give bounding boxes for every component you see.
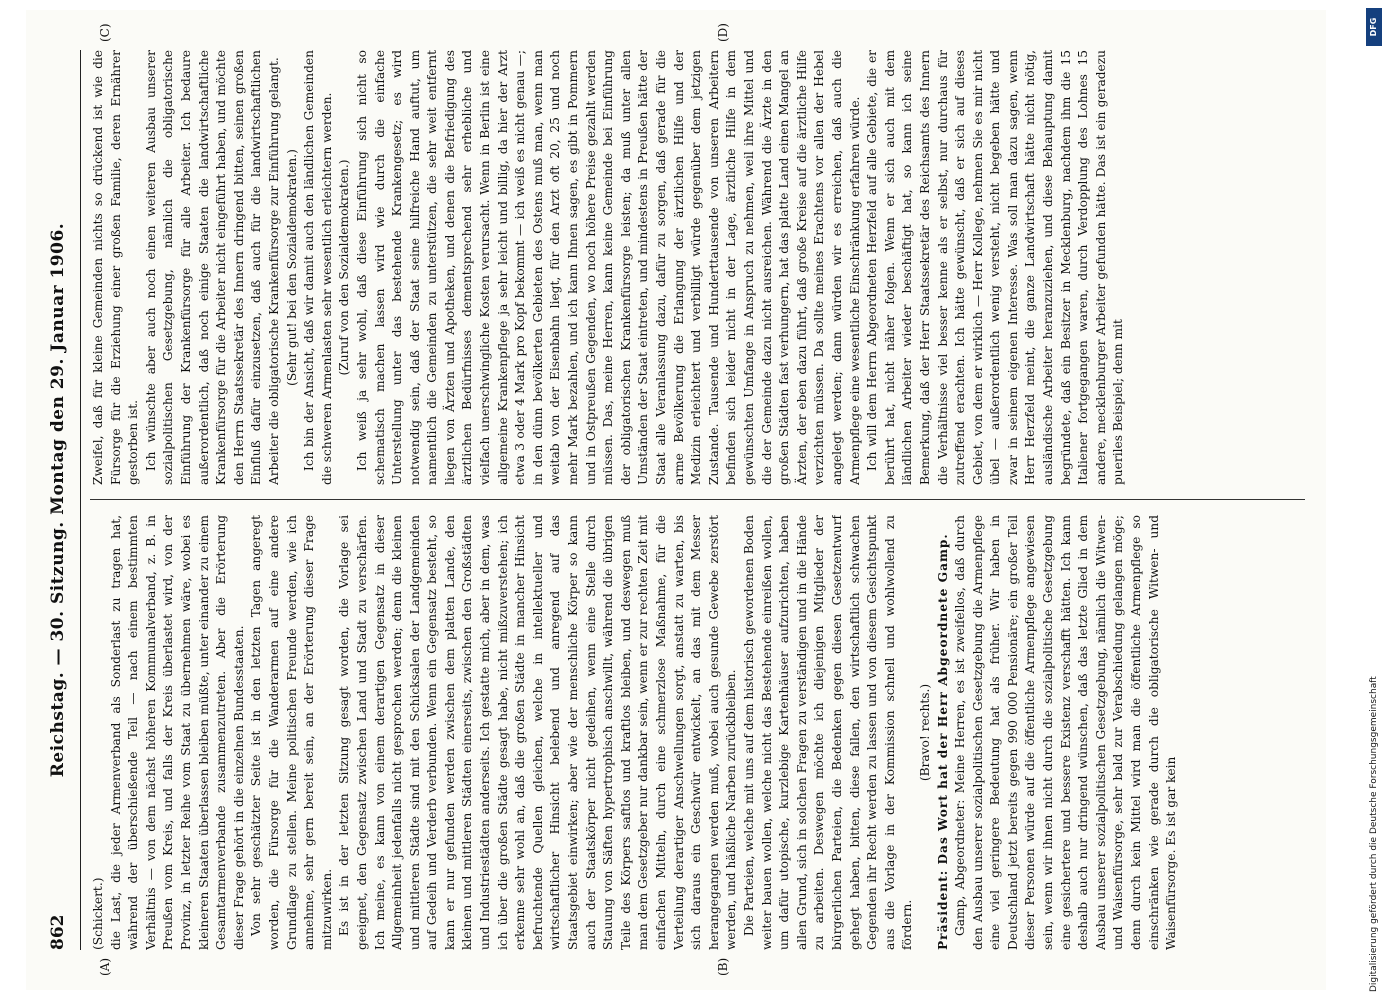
column-divider xyxy=(90,499,1305,500)
page-number: 862 xyxy=(48,914,68,950)
interjection: (Bravo! rechts.) xyxy=(917,683,932,782)
paragraph: Die Parteien, welche mit uns auf dem historisch gewordenen Boden weiter bauen wollen, welche nicht das Bestehende einreißen wollen, um dafür utopische, kurzlebige Kartenhäuser aufzurichten, haben allen Grund, sich in solchen Fragen zu verständigen und in die Hände zu arbeiten. Deswegen möchte ich diejenigen Mitglieder der bürgerlichen Parteien, die Bedenken gegen diesen Gesetzentwurf gehegt haben, bitten, diese fallen, den wirtschaftlich schwachen Gegenden ihr Recht werden zu lassen und von diesem Gesichtspunkt aus die Vorlage in der Kommission schnell und wohlwollend zu fördern. xyxy=(741,515,915,950)
margin-marker-c: (C) xyxy=(98,23,112,42)
paragraph: Zweifel, daß für kleine Gemeinden nichts so drückend ist wie die Fürsorge für die Erziehung einer großen Familie, deren Ernährer gestorben ist. xyxy=(91,50,141,485)
speaker-line: Präsident: Das Wort hat der Herr Abgeordnete Gamp. xyxy=(935,533,950,950)
paragraph: (Schickert.) xyxy=(91,877,105,950)
paragraph: Ich bin der Ansicht, daß wir damit auch den ländlichen Gemeinden die schweren Armenlasten sehr wesentlich erleichtern werden. xyxy=(302,50,334,485)
header-title: Reichstag. — 30. Sitzung. Montag den 29. Januar 1906. xyxy=(48,222,68,778)
margin-marker-a: (A) xyxy=(98,957,112,976)
page-sheet xyxy=(26,10,1326,990)
paragraph: Von sehr geschätzter Seite ist in den letzten Tagen angeregt worden, die Fürsorge für die Wanderarmen auf eine andere Grundlage zu stellen. Meine politischen Freunde werden, wie ich annehme, sehr gern bereit sein, an der Erörterung dieser Frage mitzuwirken. xyxy=(249,515,334,950)
margin-marker-b: (B) xyxy=(716,957,730,976)
interjection: (Zuruf von den Sozialdemokraten.) xyxy=(337,159,352,376)
paragraph: die Last, die jeder Armenverband als Sonderlast zu tragen hat, während der überschießende Teil — nach einem bestimmten Verhältnis — von dem nächst höheren Kommunalverband, z. B. in Preußen vom Kreis, und falls der Kreis überlastet wird, von der Provinz, in letzter Reihe vom Staat zu übernehmen wäre, wobei es kleineren Staaten überlassen bleiben müßte, unter einander zu einem Gesamtarmenverbande zusammenzutreten. Aber die Erörterung dieser Frage gehört in die einzelnen Bundesstaaten. xyxy=(108,515,246,950)
margin-marker-d: (D) xyxy=(716,23,730,42)
right-text-column xyxy=(90,50,1305,485)
paragraph: Ich wünschte aber auch noch einen weiteren Ausbau unserer sozialpolitischen Gesetzgebung, nämlich die obligatorische Einführung der Krankenfürsorge für alle Arbeiter. Ich bedaure außerordentlich, daß noch einige Staaten die landwirtschaftliche Krankenfürsorge für die Arbeiter nicht eingeführt haben, und möchte den Herrn Staatssekretär des Innern dringend bitten, seinen großen Einfluß dafür einzusetzen, daß auch für die landwirtschaftlichen Arbeiter die obligatorische Krankenfürsorge zur Einführung gelangt. xyxy=(143,50,281,485)
left-text-column xyxy=(90,515,1305,950)
running-header xyxy=(40,50,81,950)
dfg-logo-text: DFG xyxy=(1369,17,1378,37)
digitization-note-text: Digitalisierung gefördert durch die Deutsche Forschungsgemeinschaft xyxy=(1369,676,1379,992)
paragraph: Gamp, Abgeordneter: Meine Herren, es ist zweifellos, daß durch den Ausbau unserer sozialpolitischen Gesetzgebung die Armenpflege eine viel geringere Bedeutung hat als früher. Wir haben in Deutschland jetzt bereits gegen 990 000 Pensionäre; ein großer Teil dieser Personen würde auf die öffentliche Armenpflege angewiesen sein, wenn wir ihnen nicht durch die sozialpolitische Gesetzgebung eine gesichertere und bessere Existenz verschafft hätten. Ich kann deshalb auch nur dringend wünschen, daß das letzte Glied in dem Ausbau unserer sozialpolitischen Gesetzgebung, nämlich die Witwen- und Waisenfürsorge, sehr bald zur Verabschiedung gelangen möge; denn durch kein Mittel wird man die öffentliche Armenpflege so einschränken wie gerade durch die obligatorische Witwen- und Waisenfürsorge. Es ist gar kein xyxy=(953,515,1179,950)
paragraph: Es ist in der letzten Sitzung gesagt worden, die Vorlage sei geeignet, den Gegensatz zwischen Land und Stadt zu verschärfen. Ich meine, es kann von einem derartigen Gegensatz in dieser Allgemeinheit jedenfalls nicht gesprochen werden; denn die kleinen und mittleren Städte sind mit den Schicksalen der Landgemeinden auf Gedeih und Verderb verbunden. Wenn ein Gegensatz besteht, so kann er nur gefunden werden zwischen dem platten Lande, den kleinen und mittleren Städten einerseits, zwischen den Großstädten und Industriestädten anderseits. Ich gestatte mich, aber in dem, was ich über die großen Städte gesagt habe, nicht mißzuverstehen; ich erkenne sehr wohl an, daß die großen Städte in mancher Hinsicht befruchtende Quellen gleichen, welche in intellektueller und wirtschaftlicher Hinsicht belebend und anregend auf das Staatsgebiet einwirken; aber wie der menschliche Körper so kann auch der Staatskörper nicht gedeihen, wenn eine Stelle durch Stauung von Säften hypertrophisch anschwillt, während die übrigen Teile des Körpers saftlos und kraftlos bleiben, und deswegen muß man dem Gesetzgeber nur dankbar sein, wenn er zur rechten Zeit mit einfachen Mitteln, durch eine schmerzlose Maßnahme, für die Verteilung derartiger Anschwellungen sorgt, anstatt zu warten, bis sich daraus ein Geschwür entwickelt, an das mit dem Messer herangegangen werden muß, wobei auch gesunde Gewebe zerstört werden, und häßliche Narben zurückbleiben. xyxy=(337,515,739,950)
interjection: (Sehr gut! bei den Sozialdemokraten.) xyxy=(284,149,299,386)
paragraph: Ich will dem Herrn Abgeordneten Herzfeld auf alle Gebiete, die er berührt hat, nicht näher folgen. Wenn er sich auch mit dem ländlichen Arbeiter wieder beschäftigt hat, so kann ich seine Bemerkung, daß der Herr Staatssekretär des Reichsamts des Innern die Verhältnisse viel besser kenne als er selbst, nur durchaus für zutreffend erachten. Ich hätte gewünscht, daß er sich auf dieses Gebiet, von dem er wirklich — Herr Kollege, nehmen Sie es mir nicht übel — außerordentlich wenig versteht, nicht begeben hätte und zwar in seinem eigenen Interesse. Was soll man dazu sagen, wenn Herr Herzfeld meint, die ganze Landwirtschaft hätte nicht nötig, ausländische Arbeiter heranzuziehen, und diese Behauptung damit begründete, daß ein Besitzer in Mecklenburg, nachdem ihm die 15 Italiener fortgegangen waren, durch Verdopplung des Lohnes 15 andere, mecklenburger Arbeiter gefunden hätte. Das ist ein geradezu pueriles Beispiel; denn mit xyxy=(865,50,1126,485)
digitization-note xyxy=(1367,6,1381,992)
paragraph: Ich weiß ja sehr wohl, daß diese Einführung sich nicht so schematisch machen lassen wird wie durch die einfache Unterstellung unter das bestehende Krankengesetz; es wird notwendig sein, daß der Staat seine hilfreiche Hand auftut, um namentlich die Gemeinden zu unterstützen, die sehr weit entfernt liegen von Ärzten und Apotheken, und denen die Befriedigung des ärztlichen Bedürfnisses dementsprechend sehr erhebliche und vielfach unerschwingliche Kosten verursacht. Wenn in Berlin ist eine allgemeine Krankenpflege ja sehr leicht und billig, da hier der Arzt etwa 3 oder 4 Mark pro Kopf bekommt — ich weiß es nicht genau —; in den dünn bevölkerten Gebieten des Ostens muß man, wenn man weitab von der Eisenbahn liegt, für den Arzt oft 20, 25 und noch mehr Mark bezahlen, und ich kann Ihnen sagen, es gibt in Pommern und in Ostpreußen Gegenden, wo noch höhere Preise gezahlt werden müssen. Das, meine Herren, kann keine Gemeinde bei Einführung der obligatorischen Krankenfürsorge leisten; da muß unter allen Umständen der Staat eintreten, und mindestens in Preußen hätte der Staat alle Veranlassung dazu, dafür zu sorgen, daß gerade für die arme Bevölkerung die Erlangung der ärztlichen Hilfe und der Medizin erleichtert und verbilligt würde gegenüber dem jetzigen Zustande. Tausende und Hunderttausende von unseren Arbeitern befinden sich leider nicht in der Lage, ärztliche Hilfe in dem gewünschten Umfange in Anspruch zu nehmen, weil ihre Mittel und die der Gemeinde dazu nicht ausreichen. Während die Ärzte in den großen Städten fast verhungern, hat das platte Land einen Mangel an Ärzten, der eben dazu führt, daß große Kreise auf die ärztliche Hilfe verzichten müssen. Da sollte meines Erachtens vor allen der Hebel angelegt werden; dann würden wir es erreichen, daß auch die Armenpflege eine wesentliche Einschränkung erfahren würde. xyxy=(354,50,862,485)
